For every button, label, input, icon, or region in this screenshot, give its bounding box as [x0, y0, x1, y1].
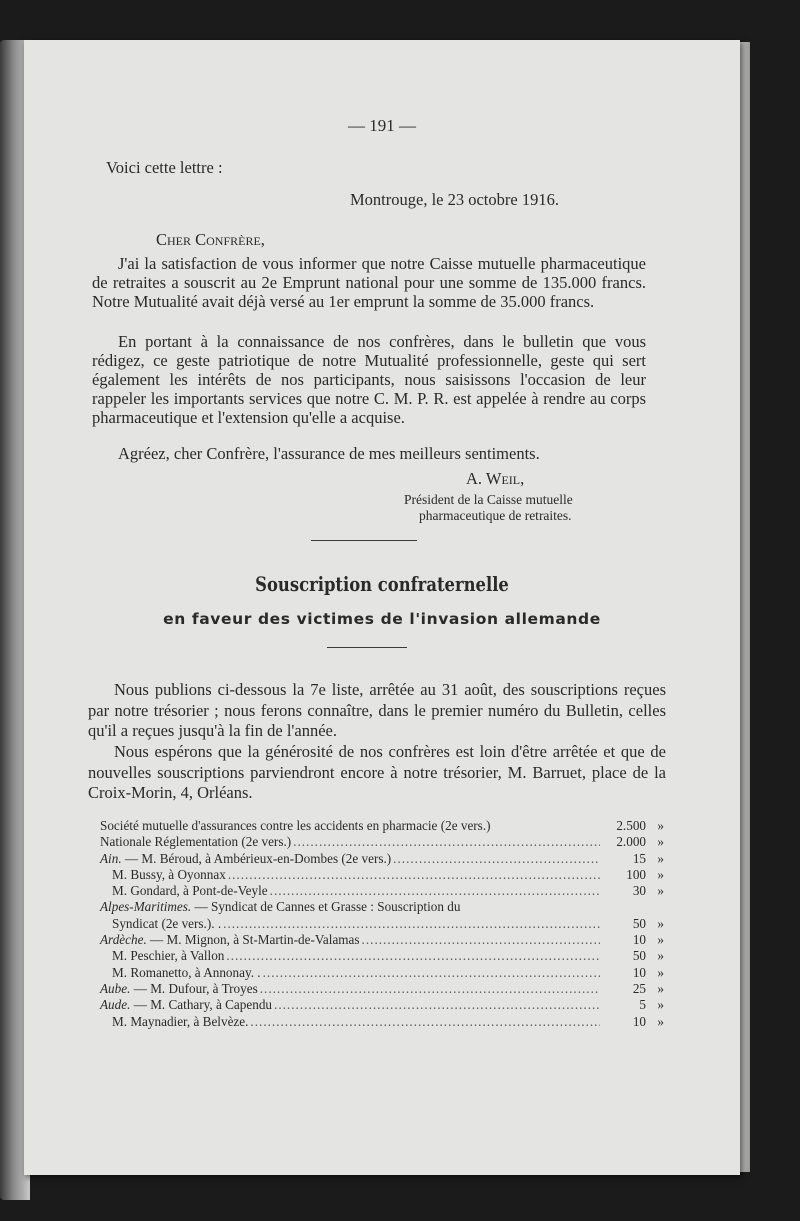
amount: 10 — [632, 1013, 646, 1029]
amount: 2.500 — [616, 818, 646, 833]
list-item: Aude. — M. Cathary, à Capendu ..... 5 » — [100, 997, 664, 1013]
amount: 100 — [626, 866, 646, 882]
separator-rule-top — [311, 540, 417, 541]
letter-paragraph-2: En portant à la connaissance de nos confrères, dans le bulletin que vous rédigez, ce geste patriotique de notre Mutualité professionnelle, geste qui sert également les intérêts de nos participants, nous saisissons l'occasion de leur rappeler les importants services que notre C. M. P. R. est appelée à rendre au corps pharmaceutique et l'extension qu'elle a acquise. — [92, 332, 646, 427]
list-item: Ain. — M. Béroud, à Ambérieux-en-Dombes (2e vers.) ..... 15 » — [100, 851, 664, 867]
letter-place-date: Montrouge, le 23 octobre 1916. — [350, 190, 559, 209]
list-item: M. Gondard, à Pont-de-Veyle ..... 30 » — [100, 883, 664, 899]
list-item: M. Romanetto, à Annonay. . ..... 10 » — [100, 965, 664, 981]
amount: 2.000 — [616, 834, 646, 850]
list-item: Aube. — M. Dufour, à Troyes ..... 25 » — [100, 981, 664, 997]
amount: 15 — [632, 850, 646, 866]
amount: 50 — [632, 948, 646, 964]
list-item: M. Maynadier, à Belvèze. ..... 10 » — [100, 1014, 664, 1030]
letter-closing: Agréez, cher Confrère, l'assurance de mes meilleurs sentiments. — [118, 444, 540, 463]
amount: 50 — [632, 915, 646, 931]
letter-salutation: Cher Confrère, — [156, 230, 265, 249]
amount: 5 — [639, 997, 646, 1013]
document-page — [24, 40, 740, 1175]
letter-paragraph-1: J'ai la satisfaction de vous informer que notre Caisse mutuelle pharmaceutique de retraites a souscrit au 2e Emprunt national pour une somme de 135.000 francs. Notre Mutualité avait déjà versé au 1er emprunt la somme de 35.000 francs. — [92, 254, 646, 311]
list-item: Société mutuelle d'assurances contre les accidents en pharmacie (2e vers.) 2.500 » — [100, 818, 664, 833]
signature-title-1: Président de la Caisse mutuelle — [404, 492, 573, 507]
amount: 30 — [632, 883, 646, 899]
amount: 25 — [632, 980, 646, 996]
section-subtitle: en faveur des victimes de l'invasion allemande — [163, 610, 601, 628]
list-item: Alpes-Maritimes. — Syndicat de Cannes et Grasse : Souscription du — [100, 899, 461, 915]
page-number: — 191 — — [348, 116, 416, 135]
signature-title-2: pharmaceutique de retraites. — [419, 508, 572, 523]
amount: 10 — [632, 964, 646, 980]
list-item: M. Peschier, à Vallon ..... 50 » — [100, 948, 664, 964]
separator-rule-bottom — [327, 647, 407, 648]
list-item: Ardèche. — M. Mignon, à St-Martin-de-Valamas ..... 10 » — [100, 932, 664, 948]
list-item: Nationale Réglementation (2e vers.) ..... 2.000 » — [100, 834, 664, 850]
intro-line: Voici cette lettre : — [106, 158, 223, 177]
section-paragraph-2: Nous espérons que la générosité de nos confrères est loin d'être arrêtée et que de nouvelles souscriptions parviendront encore à notre trésorier, M. Barruet, place de la Croix-Morin, 4, Orléans. — [88, 742, 666, 802]
section-title: Souscription confraternelle — [255, 572, 509, 596]
list-item: M. Bussy, à Oyonnax ..... 100 » — [100, 867, 664, 883]
signature-name: A. Weil, — [466, 469, 525, 488]
list-item: Syndicat (2e vers.). . ..... 50 » — [100, 916, 664, 932]
section-paragraph-1: Nous publions ci-dessous la 7e liste, arrêtée au 31 août, des souscriptions reçues par notre trésorier ; nous ferons connaître, dans le premier numéro du Bulletin, celles qu'il a reçues jusqu'à la fin de l'année. — [88, 680, 666, 740]
amount: 10 — [632, 932, 646, 948]
subscription-list — [100, 818, 664, 1030]
